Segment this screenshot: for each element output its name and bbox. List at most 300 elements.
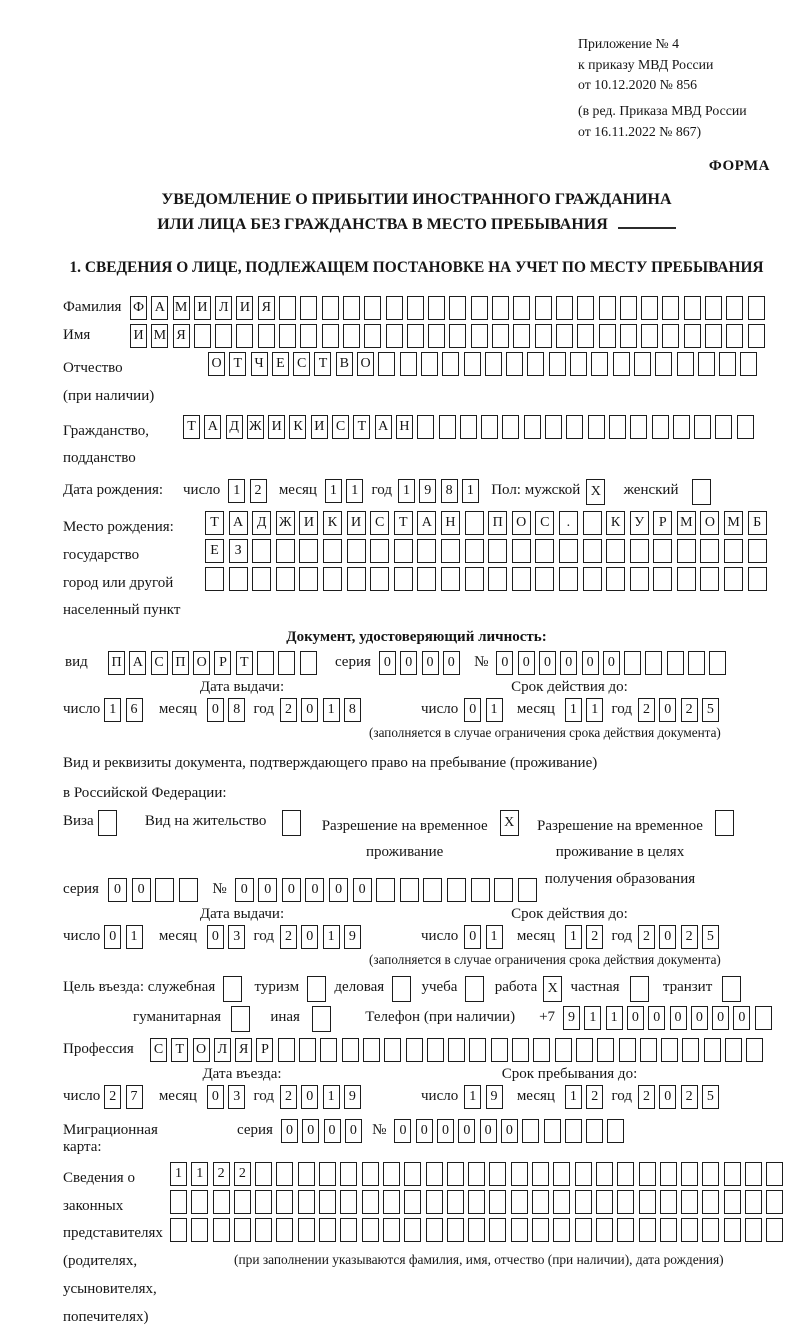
char-cell[interactable] — [575, 1162, 592, 1186]
char-cell[interactable]: Т — [205, 511, 224, 535]
char-cell[interactable] — [255, 1218, 272, 1242]
char-cell[interactable]: З — [229, 539, 248, 563]
char-cell[interactable]: Е — [205, 539, 224, 563]
char-cell[interactable] — [426, 1162, 443, 1186]
char-cell[interactable] — [511, 1162, 528, 1186]
char-cell[interactable]: М — [173, 296, 190, 320]
char-cell[interactable] — [170, 1190, 187, 1214]
char-cell[interactable]: Л — [215, 296, 232, 320]
char-cell[interactable] — [347, 539, 366, 563]
char-cell[interactable]: А — [151, 296, 168, 320]
char-cell[interactable]: О — [700, 511, 719, 535]
char-cell[interactable] — [661, 1038, 678, 1062]
char-cell[interactable] — [489, 1218, 506, 1242]
char-cell[interactable]: Ж — [276, 511, 295, 535]
char-cell[interactable] — [427, 1038, 444, 1062]
char-cell[interactable]: 0 — [627, 1006, 644, 1030]
char-cell[interactable]: 9 — [563, 1006, 580, 1030]
char-cell[interactable]: А — [129, 651, 146, 675]
char-cell[interactable] — [653, 539, 672, 563]
char-cell[interactable] — [494, 878, 513, 902]
char-cell[interactable]: 2 — [586, 1085, 603, 1109]
char-cell[interactable] — [428, 324, 445, 348]
char-cell[interactable]: М — [151, 324, 168, 348]
char-cell[interactable]: 2 — [638, 1085, 655, 1109]
char-cell[interactable] — [653, 567, 672, 591]
char-cell[interactable] — [299, 567, 318, 591]
char-cell[interactable]: И — [347, 511, 366, 535]
char-cell[interactable]: Ч — [251, 352, 268, 376]
char-cell[interactable] — [362, 1218, 379, 1242]
char-cell[interactable]: 0 — [422, 651, 439, 675]
char-cell[interactable] — [299, 1038, 316, 1062]
char-cell[interactable] — [465, 567, 484, 591]
char-cell[interactable] — [719, 352, 736, 376]
char-cell[interactable]: И — [236, 296, 253, 320]
char-cell[interactable] — [591, 352, 608, 376]
char-cell[interactable] — [394, 567, 413, 591]
char-cell[interactable]: 0 — [603, 651, 620, 675]
char-cell[interactable] — [660, 1162, 677, 1186]
char-cell[interactable]: 1 — [464, 1085, 481, 1109]
char-cell[interactable] — [645, 651, 662, 675]
char-cell[interactable]: 1 — [323, 925, 340, 949]
char-cell[interactable] — [681, 1190, 698, 1214]
char-cell[interactable]: 1 — [565, 1085, 582, 1109]
char-cell[interactable] — [300, 296, 317, 320]
checkbox-cell[interactable]: X — [543, 976, 562, 1002]
char-cell[interactable] — [624, 651, 641, 675]
char-cell[interactable] — [234, 1190, 251, 1214]
char-cell[interactable] — [724, 1190, 741, 1214]
char-cell[interactable] — [386, 324, 403, 348]
char-cell[interactable]: К — [606, 511, 625, 535]
char-cell[interactable]: 2 — [280, 925, 297, 949]
char-cell[interactable]: 0 — [518, 651, 535, 675]
char-cell[interactable] — [471, 878, 490, 902]
char-cell[interactable] — [465, 539, 484, 563]
char-cell[interactable]: 0 — [301, 1085, 318, 1109]
char-cell[interactable]: 0 — [207, 698, 224, 722]
char-cell[interactable] — [276, 1190, 293, 1214]
char-cell[interactable] — [639, 1218, 656, 1242]
char-cell[interactable] — [588, 415, 605, 439]
char-cell[interactable] — [362, 1162, 379, 1186]
char-cell[interactable] — [323, 567, 342, 591]
checkbox-cell[interactable] — [98, 810, 117, 836]
char-cell[interactable] — [485, 352, 502, 376]
char-cell[interactable]: У — [630, 511, 649, 535]
char-cell[interactable] — [583, 511, 602, 535]
char-cell[interactable] — [276, 567, 295, 591]
char-cell[interactable] — [705, 324, 722, 348]
char-cell[interactable] — [620, 324, 637, 348]
char-cell[interactable]: 0 — [659, 925, 676, 949]
char-cell[interactable]: 2 — [104, 1085, 121, 1109]
char-cell[interactable] — [406, 1038, 423, 1062]
char-cell[interactable] — [607, 1119, 624, 1143]
char-cell[interactable] — [464, 352, 481, 376]
char-cell[interactable]: 0 — [496, 651, 513, 675]
char-cell[interactable] — [532, 1218, 549, 1242]
char-cell[interactable] — [606, 539, 625, 563]
char-cell[interactable] — [155, 878, 174, 902]
char-cell[interactable]: 2 — [681, 1085, 698, 1109]
checkbox-cell[interactable] — [692, 479, 711, 505]
char-cell[interactable] — [378, 352, 395, 376]
char-cell[interactable]: 1 — [228, 479, 245, 503]
char-cell[interactable]: Я — [235, 1038, 252, 1062]
char-cell[interactable] — [724, 1162, 741, 1186]
char-cell[interactable] — [682, 1038, 699, 1062]
char-cell[interactable] — [726, 324, 743, 348]
char-cell[interactable] — [488, 539, 507, 563]
char-cell[interactable] — [468, 1218, 485, 1242]
char-cell[interactable]: 6 — [126, 698, 143, 722]
char-cell[interactable]: Т — [314, 352, 331, 376]
char-cell[interactable] — [596, 1218, 613, 1242]
char-cell[interactable] — [363, 1038, 380, 1062]
char-cell[interactable] — [447, 1162, 464, 1186]
char-cell[interactable] — [745, 1218, 762, 1242]
char-cell[interactable] — [511, 1218, 528, 1242]
char-cell[interactable] — [449, 324, 466, 348]
char-cell[interactable] — [278, 1038, 295, 1062]
char-cell[interactable]: 0 — [437, 1119, 454, 1143]
char-cell[interactable] — [596, 1190, 613, 1214]
char-cell[interactable]: Р — [214, 651, 231, 675]
char-cell[interactable] — [492, 324, 509, 348]
char-cell[interactable] — [704, 1038, 721, 1062]
char-cell[interactable]: Р — [653, 511, 672, 535]
char-cell[interactable]: С — [370, 511, 389, 535]
char-cell[interactable] — [681, 1218, 698, 1242]
char-cell[interactable] — [700, 539, 719, 563]
char-cell[interactable] — [737, 415, 754, 439]
char-cell[interactable] — [748, 324, 765, 348]
char-cell[interactable] — [506, 352, 523, 376]
char-cell[interactable]: 3 — [228, 1085, 245, 1109]
char-cell[interactable] — [609, 415, 626, 439]
checkbox-cell[interactable] — [630, 976, 649, 1002]
char-cell[interactable] — [566, 415, 583, 439]
checkbox-cell[interactable] — [307, 976, 326, 1002]
char-cell[interactable]: 0 — [282, 878, 301, 902]
char-cell[interactable] — [724, 539, 743, 563]
char-cell[interactable] — [460, 415, 477, 439]
char-cell[interactable] — [535, 567, 554, 591]
checkbox-cell[interactable]: X — [586, 479, 605, 505]
char-cell[interactable]: П — [488, 511, 507, 535]
char-cell[interactable] — [553, 1162, 570, 1186]
char-cell[interactable] — [553, 1190, 570, 1214]
char-cell[interactable] — [559, 567, 578, 591]
char-cell[interactable]: О — [512, 511, 531, 535]
char-cell[interactable] — [449, 296, 466, 320]
char-cell[interactable] — [766, 1162, 783, 1186]
char-cell[interactable] — [386, 296, 403, 320]
char-cell[interactable] — [724, 567, 743, 591]
char-cell[interactable]: Т — [183, 415, 200, 439]
char-cell[interactable]: 0 — [281, 1119, 298, 1143]
char-cell[interactable] — [556, 324, 573, 348]
char-cell[interactable] — [511, 1190, 528, 1214]
char-cell[interactable] — [442, 352, 459, 376]
char-cell[interactable]: И — [194, 296, 211, 320]
char-cell[interactable] — [766, 1218, 783, 1242]
char-cell[interactable] — [340, 1162, 357, 1186]
char-cell[interactable]: 8 — [344, 698, 361, 722]
char-cell[interactable]: О — [193, 1038, 210, 1062]
char-cell[interactable] — [383, 1218, 400, 1242]
char-cell[interactable] — [715, 415, 732, 439]
char-cell[interactable] — [215, 324, 232, 348]
char-cell[interactable] — [370, 567, 389, 591]
char-cell[interactable]: 0 — [305, 878, 324, 902]
char-cell[interactable]: 2 — [213, 1162, 230, 1186]
char-cell[interactable] — [667, 651, 684, 675]
char-cell[interactable]: 0 — [329, 878, 348, 902]
char-cell[interactable] — [343, 296, 360, 320]
char-cell[interactable] — [577, 296, 594, 320]
checkbox-cell[interactable] — [223, 976, 242, 1002]
char-cell[interactable] — [535, 324, 552, 348]
char-cell[interactable]: 0 — [733, 1006, 750, 1030]
char-cell[interactable] — [512, 567, 531, 591]
char-cell[interactable] — [417, 539, 436, 563]
char-cell[interactable] — [448, 1038, 465, 1062]
char-cell[interactable] — [745, 1162, 762, 1186]
char-cell[interactable] — [423, 878, 442, 902]
char-cell[interactable] — [617, 1162, 634, 1186]
char-cell[interactable] — [599, 324, 616, 348]
char-cell[interactable]: 2 — [280, 1085, 297, 1109]
char-cell[interactable]: 1 — [486, 925, 503, 949]
char-cell[interactable] — [688, 651, 705, 675]
char-cell[interactable]: 8 — [441, 479, 458, 503]
char-cell[interactable] — [471, 296, 488, 320]
char-cell[interactable]: Б — [748, 511, 767, 535]
char-cell[interactable]: 1 — [325, 479, 342, 503]
char-cell[interactable] — [518, 878, 537, 902]
char-cell[interactable] — [502, 415, 519, 439]
char-cell[interactable] — [319, 1218, 336, 1242]
char-cell[interactable] — [491, 1038, 508, 1062]
char-cell[interactable]: С — [332, 415, 349, 439]
char-cell[interactable] — [404, 1162, 421, 1186]
char-cell[interactable] — [586, 1119, 603, 1143]
char-cell[interactable] — [662, 324, 679, 348]
char-cell[interactable]: 8 — [228, 698, 245, 722]
char-cell[interactable] — [279, 296, 296, 320]
char-cell[interactable] — [725, 1038, 742, 1062]
char-cell[interactable] — [400, 352, 417, 376]
char-cell[interactable] — [677, 352, 694, 376]
char-cell[interactable]: 0 — [416, 1119, 433, 1143]
char-cell[interactable] — [524, 415, 541, 439]
char-cell[interactable] — [320, 1038, 337, 1062]
char-cell[interactable]: 0 — [582, 651, 599, 675]
char-cell[interactable] — [258, 324, 275, 348]
char-cell[interactable] — [684, 296, 701, 320]
char-cell[interactable]: . — [559, 511, 578, 535]
char-cell[interactable] — [298, 1190, 315, 1214]
char-cell[interactable] — [481, 415, 498, 439]
char-cell[interactable]: 2 — [250, 479, 267, 503]
char-cell[interactable] — [745, 1190, 762, 1214]
char-cell[interactable] — [347, 567, 366, 591]
char-cell[interactable]: 3 — [228, 925, 245, 949]
char-cell[interactable] — [362, 1190, 379, 1214]
char-cell[interactable] — [748, 539, 767, 563]
char-cell[interactable] — [252, 539, 271, 563]
char-cell[interactable]: 0 — [345, 1119, 362, 1143]
char-cell[interactable]: С — [293, 352, 310, 376]
char-cell[interactable] — [279, 324, 296, 348]
char-cell[interactable]: 1 — [462, 479, 479, 503]
char-cell[interactable]: 0 — [258, 878, 277, 902]
char-cell[interactable] — [577, 324, 594, 348]
char-cell[interactable] — [276, 539, 295, 563]
char-cell[interactable]: 0 — [207, 925, 224, 949]
char-cell[interactable]: 9 — [344, 925, 361, 949]
char-cell[interactable] — [617, 1218, 634, 1242]
char-cell[interactable]: 0 — [501, 1119, 518, 1143]
char-cell[interactable] — [677, 567, 696, 591]
char-cell[interactable] — [407, 296, 424, 320]
char-cell[interactable] — [447, 1218, 464, 1242]
char-cell[interactable] — [421, 352, 438, 376]
char-cell[interactable]: 0 — [480, 1119, 497, 1143]
char-cell[interactable] — [620, 296, 637, 320]
checkbox-cell[interactable]: X — [500, 810, 519, 836]
char-cell[interactable] — [404, 1218, 421, 1242]
char-cell[interactable] — [617, 1190, 634, 1214]
char-cell[interactable]: 1 — [126, 925, 143, 949]
char-cell[interactable]: 1 — [323, 1085, 340, 1109]
char-cell[interactable] — [191, 1190, 208, 1214]
char-cell[interactable] — [255, 1162, 272, 1186]
char-cell[interactable] — [447, 1190, 464, 1214]
char-cell[interactable]: Т — [171, 1038, 188, 1062]
char-cell[interactable] — [641, 296, 658, 320]
char-cell[interactable] — [596, 1162, 613, 1186]
char-cell[interactable] — [673, 415, 690, 439]
char-cell[interactable]: О — [357, 352, 374, 376]
char-cell[interactable] — [565, 1119, 582, 1143]
char-cell[interactable] — [340, 1218, 357, 1242]
char-cell[interactable] — [512, 1038, 529, 1062]
char-cell[interactable]: Д — [226, 415, 243, 439]
char-cell[interactable] — [740, 352, 757, 376]
char-cell[interactable] — [705, 296, 722, 320]
char-cell[interactable] — [439, 415, 456, 439]
char-cell[interactable] — [252, 567, 271, 591]
char-cell[interactable]: 9 — [344, 1085, 361, 1109]
char-cell[interactable]: 1 — [170, 1162, 187, 1186]
char-cell[interactable] — [447, 878, 466, 902]
char-cell[interactable]: 0 — [324, 1119, 341, 1143]
char-cell[interactable] — [575, 1218, 592, 1242]
char-cell[interactable] — [383, 1162, 400, 1186]
char-cell[interactable]: 1 — [104, 698, 121, 722]
char-cell[interactable] — [489, 1190, 506, 1214]
char-cell[interactable] — [257, 651, 274, 675]
char-cell[interactable]: Т — [394, 511, 413, 535]
char-cell[interactable]: 7 — [126, 1085, 143, 1109]
char-cell[interactable] — [300, 651, 317, 675]
char-cell[interactable]: 0 — [648, 1006, 665, 1030]
char-cell[interactable] — [488, 567, 507, 591]
char-cell[interactable] — [549, 352, 566, 376]
char-cell[interactable] — [492, 296, 509, 320]
char-cell[interactable]: Т — [236, 651, 253, 675]
char-cell[interactable]: И — [130, 324, 147, 348]
char-cell[interactable]: 5 — [702, 1085, 719, 1109]
char-cell[interactable] — [702, 1218, 719, 1242]
char-cell[interactable] — [323, 539, 342, 563]
char-cell[interactable] — [170, 1218, 187, 1242]
char-cell[interactable] — [343, 324, 360, 348]
char-cell[interactable] — [236, 324, 253, 348]
char-cell[interactable]: 2 — [280, 698, 297, 722]
char-cell[interactable] — [575, 1190, 592, 1214]
char-cell[interactable] — [229, 567, 248, 591]
char-cell[interactable]: Т — [353, 415, 370, 439]
char-cell[interactable]: 0 — [691, 1006, 708, 1030]
char-cell[interactable] — [255, 1190, 272, 1214]
char-cell[interactable] — [556, 296, 573, 320]
char-cell[interactable]: 2 — [681, 698, 698, 722]
char-cell[interactable] — [468, 1162, 485, 1186]
char-cell[interactable]: 0 — [104, 925, 121, 949]
char-cell[interactable]: Я — [258, 296, 275, 320]
char-cell[interactable]: 1 — [346, 479, 363, 503]
char-cell[interactable] — [191, 1218, 208, 1242]
char-cell[interactable]: А — [229, 511, 248, 535]
char-cell[interactable]: 0 — [539, 651, 556, 675]
char-cell[interactable] — [404, 1190, 421, 1214]
char-cell[interactable] — [597, 1038, 614, 1062]
char-cell[interactable]: С — [151, 651, 168, 675]
char-cell[interactable]: Н — [396, 415, 413, 439]
char-cell[interactable]: 0 — [301, 698, 318, 722]
char-cell[interactable]: 5 — [702, 925, 719, 949]
char-cell[interactable]: Р — [256, 1038, 273, 1062]
checkbox-cell[interactable] — [722, 976, 741, 1002]
char-cell[interactable]: О — [208, 352, 225, 376]
char-cell[interactable] — [698, 352, 715, 376]
char-cell[interactable]: 2 — [681, 925, 698, 949]
char-cell[interactable] — [468, 1190, 485, 1214]
char-cell[interactable] — [319, 1190, 336, 1214]
char-cell[interactable] — [639, 1162, 656, 1186]
char-cell[interactable]: 0 — [394, 1119, 411, 1143]
char-cell[interactable] — [641, 324, 658, 348]
char-cell[interactable] — [766, 1190, 783, 1214]
char-cell[interactable] — [469, 1038, 486, 1062]
char-cell[interactable]: Д — [252, 511, 271, 535]
char-cell[interactable]: 0 — [659, 1085, 676, 1109]
char-cell[interactable] — [513, 324, 530, 348]
char-cell[interactable] — [724, 1218, 741, 1242]
char-cell[interactable] — [726, 296, 743, 320]
char-cell[interactable]: 0 — [458, 1119, 475, 1143]
char-cell[interactable]: 0 — [207, 1085, 224, 1109]
char-cell[interactable] — [662, 296, 679, 320]
char-cell[interactable] — [319, 1162, 336, 1186]
checkbox-cell[interactable] — [231, 1006, 250, 1032]
